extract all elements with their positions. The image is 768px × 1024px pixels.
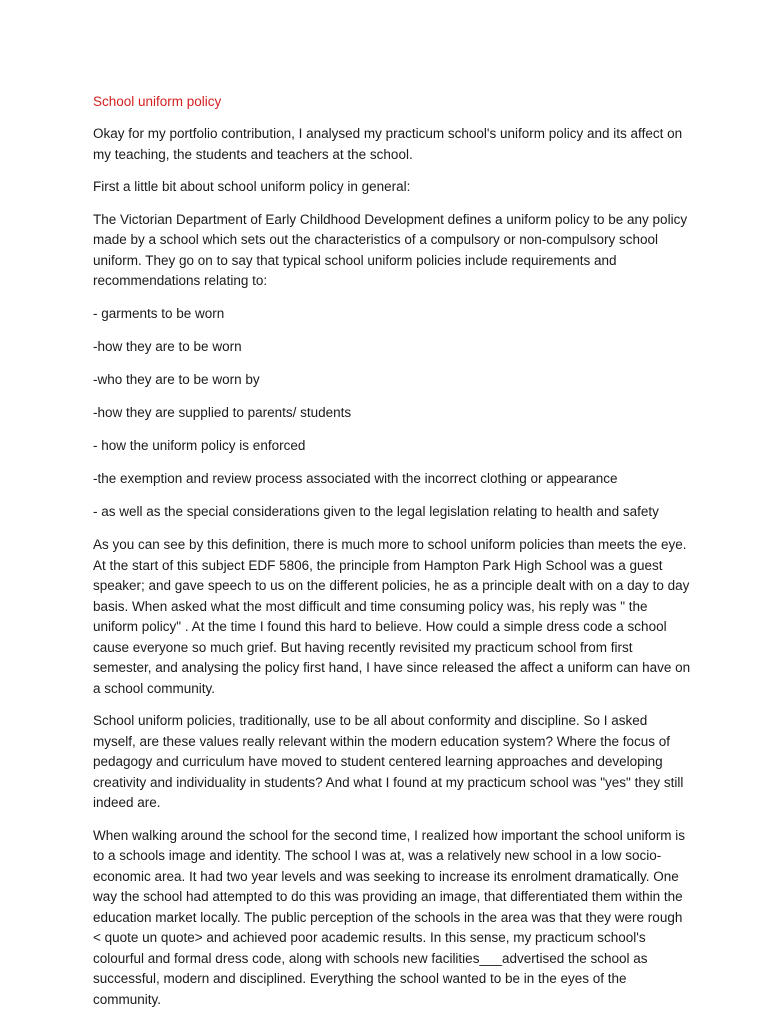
intro-paragraph-2: First a little bit about school uniform policy in general: bbox=[93, 179, 411, 194]
list-item: -how they are supplied to parents/ students bbox=[93, 404, 352, 420]
list-item: - how the uniform policy is enforced bbox=[93, 437, 306, 453]
intro-paragraph-1: Okay for my portfolio contribution, I analysed my practicum school's uniform policy and its affect on my teaching, the students and teachers at the school. bbox=[93, 126, 683, 162]
body-paragraph-2: School uniform policies, traditionally, use to be all about conformity and discipline. So I asked myself, are these values really relevant within the modern education system? Where the focus of pedagogy and curriculum have moved to student centered learning approaches and developing creativity and individuality in students? And what I found at my practicum school was "yes" they still indeed are. bbox=[93, 713, 684, 811]
intro-paragraph-3: The Victorian Department of Early Childhood Development defines a uniform policy to be any policy made by a school which sets out the characteristics of a compulsory or non-compulsory school uniform. They go on to say that typical school uniform policies include requirements and recommendations relating to: bbox=[93, 211, 688, 288]
list-item: -who they are to be worn by bbox=[93, 371, 260, 387]
list-item: - as well as the special considerations given to the legal legislation relating to health and safety bbox=[93, 504, 659, 520]
body-paragraph-1: As you can see by this definition, there is much more to school uniform policies than meets the eye. At the start of this subject EDF 5806, the principle from Hampton Park High School was a guest speaker; and gave speech to us on the different policies, he as a principle dealt with on a day to day basis. When asked what the most difficult and time consuming policy was, his reply was " the uniform policy" . At the time I found this hard to believe. How could a simple dress code a school cause everyone so much grief. But having recently revisited my practicum school from first semester, and analysing the policy first hand, I have since released the affect a uniform can have on a school community. bbox=[93, 537, 691, 696]
list-item: -the exemption and review process associated with the incorrect clothing or appearance bbox=[93, 470, 618, 486]
list-item: - garments to be worn bbox=[93, 305, 225, 321]
page-title: School uniform policy bbox=[93, 94, 222, 109]
list-item: -how they are to be worn bbox=[93, 338, 242, 354]
body-paragraph-3: When walking around the school for the second time, I realized how important the school uniform is to a schools image and identity. The school I was at, was a relatively new school in a low socio-economic area. It had two year levels and was seeking to increase its enrolment dramatically. One way the school had attempted to do this was providing an image, that differentiated them within the education market locally. The public perception of the schools in the area was that they were rough < quote un quote> and achieved poor academic results. In this sense, my practicum school's colourful and formal dress code, along with schools new facilities___advertised the school as successful, modern and disciplined. Everything the school wanted to be in the eyes of the community. bbox=[93, 827, 686, 1007]
